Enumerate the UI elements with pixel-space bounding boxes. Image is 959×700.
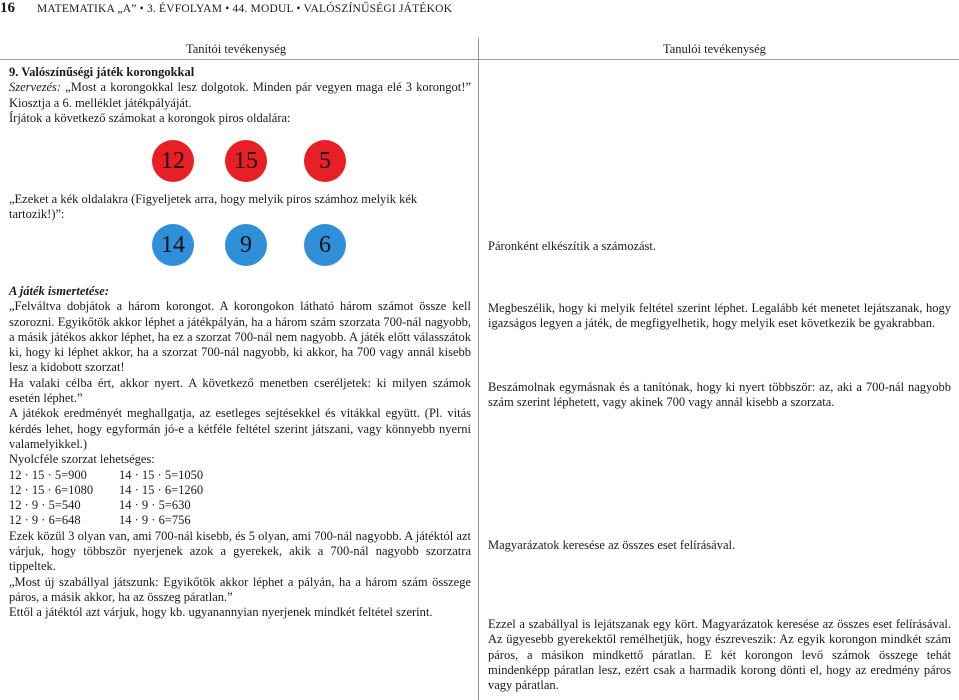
- game-results: A játékok eredményét meghallgatja, az esetleges sejtésekkel és vitákkal együtt. (Pl. vitás kérdés lehet, hogy egyformán jó-e a kétféle feltétel szerint játszani, vagy könnyebb nyerni valamelyikkel.): [9, 406, 471, 451]
- new-rule: „Most új szabállyal játszunk: Egyikőtök akkor léphet a pályán, ha a három szám összege páros, a másik akkor, ha az összeg páratlan.”: [9, 574, 471, 604]
- red-disk-1: 12: [152, 140, 194, 182]
- product-cell: 12 · 9 · 6=648: [9, 513, 81, 528]
- game-rules: „Felváltva dobjátok a három korongot. A korongokon látható három számot össze kell szorozni. Egyikőtök akkor léphet a játékpályán, ha a három szám szorzata 700-nál nagyobb, a másik játékos akkor léphet, ha ez a szorzat 700-nál nem nagyobb. A játék előtt válasszátok ki, hogy ki léphet akkor, ha a szorzat 700-nál nagyobb, ki akkor, ha 700 vagy annál kisebb lesz a kidobott szorzat!: [9, 299, 471, 375]
- product-cell: 12 · 15 · 5=900: [9, 467, 87, 482]
- blue-disk-1: 14: [152, 224, 194, 266]
- red-disk-2: 15: [225, 140, 267, 182]
- organization-label: Szervezés:: [9, 80, 62, 95]
- new-rule-expectation: Ettől a játéktól azt várjuk, hogy kb. ugyanannyian nyerjenek mindkét feltétel szerint.: [9, 605, 433, 620]
- teacher-column-title: Tanítói tevékenység: [186, 42, 287, 56]
- game-win-rule: Ha valaki célba ért, akkor nyert. A következő menetben cseréljetek: ki milyen számok esetén léphet.”: [9, 375, 471, 406]
- student-activity-4: Magyarázatok keresése az összes eset felírásával.: [488, 538, 736, 552]
- organization-text: [9, 80, 471, 111]
- blue-instruction-block: [9, 192, 471, 223]
- game-title: A játék ismertetése:: [9, 284, 109, 298]
- product-cell: 14 · 9 · 6=756: [119, 513, 191, 528]
- running-title: MATEMATIKA „A” • 3. ÉVFOLYAM • 44. MODUL • VALÓSZÍNŰSÉGI JÁTÉKOK: [37, 3, 453, 15]
- section-title: 9. Valószínűségi játék korongokkal: [9, 65, 195, 79]
- student-activity-5: Ezzel a szabállyal is lejátszanak egy kört. Magyarázatok keresése az összes eset felírásával. Az ügyesebb gyerekektől remélhetjük, hogy észreveszik: Az egyik korongon mindkét szám páros, a másikon mindkettő páratlan. E két korongon levő számok összege tehát mindenképp páratlan lesz, ezért csak a harmadik korong dönti el, hogy az eredmény páros vagy páratlan.: [488, 617, 951, 693]
- game-description: [9, 284, 471, 621]
- column-divider: [478, 38, 479, 700]
- products-intro: Nyolcféle szorzat lehetséges:: [9, 452, 155, 467]
- product-cell: 14 · 9 · 5=630: [119, 498, 191, 513]
- student-activity-3: Beszámolnak egymásnak és a tanítónak, hogy ki nyert többször: az, aki a 700-nál nagyobb szám szerint léphetett, vagy akinek 700 vagy annál kisebb a szorzata.: [488, 380, 951, 410]
- organization-body: „Most a korongokkal lesz dolgotok. Minden pár vegyen maga elé 3 korongot!” Kiosztja a 6. melléklet játékpályáját.: [9, 80, 471, 110]
- product-cell: 12 · 9 · 5=540: [9, 498, 81, 513]
- red-disk-3: 5: [304, 140, 346, 182]
- student-activity-2: Megbeszélik, hogy ki melyik feltétel szerint léphet. Legalább két menetet lejátszanak, hogy igazságos legyen a játék, de megfigyelhetik, hogy melyik eset következik be gyakrabban.: [488, 301, 951, 331]
- product-cell: 14 · 15 · 5=1050: [119, 467, 204, 482]
- write-red-instruction: Írjátok a következő számokat a korongok piros oldalára:: [9, 110, 291, 125]
- blue-instruction: „Ezeket a kék oldalakra (Figyeljetek arra, hogy melyik piros számhoz melyik kék tartozik!)”:: [9, 192, 418, 222]
- section-intro: [9, 65, 471, 126]
- blue-disk-2: 9: [225, 224, 267, 266]
- product-cell: 14 · 15 · 6=1260: [119, 482, 204, 497]
- products-analysis: Ezek közül 3 olyan van, ami 700-nál kisebb, és 5 olyan, ami 700-nál nagyobb. A játéktól azt várjuk, hogy többször nyerjenek azok a gyerekek, akik a 700-nál nagyobb szorzatra tippeltek.: [9, 528, 471, 574]
- page-header: [0, 0, 959, 20]
- student-column-title: Tanulói tevékenység: [663, 42, 766, 56]
- products-table: [9, 468, 471, 529]
- student-activity-1: Páronként elkészítik a számozást.: [488, 239, 656, 253]
- header-rule: [0, 59, 959, 60]
- blue-disk-3: 6: [304, 224, 346, 266]
- page-number: 16: [0, 0, 15, 16]
- product-cell: 12 · 15 · 6=1080: [9, 482, 94, 497]
